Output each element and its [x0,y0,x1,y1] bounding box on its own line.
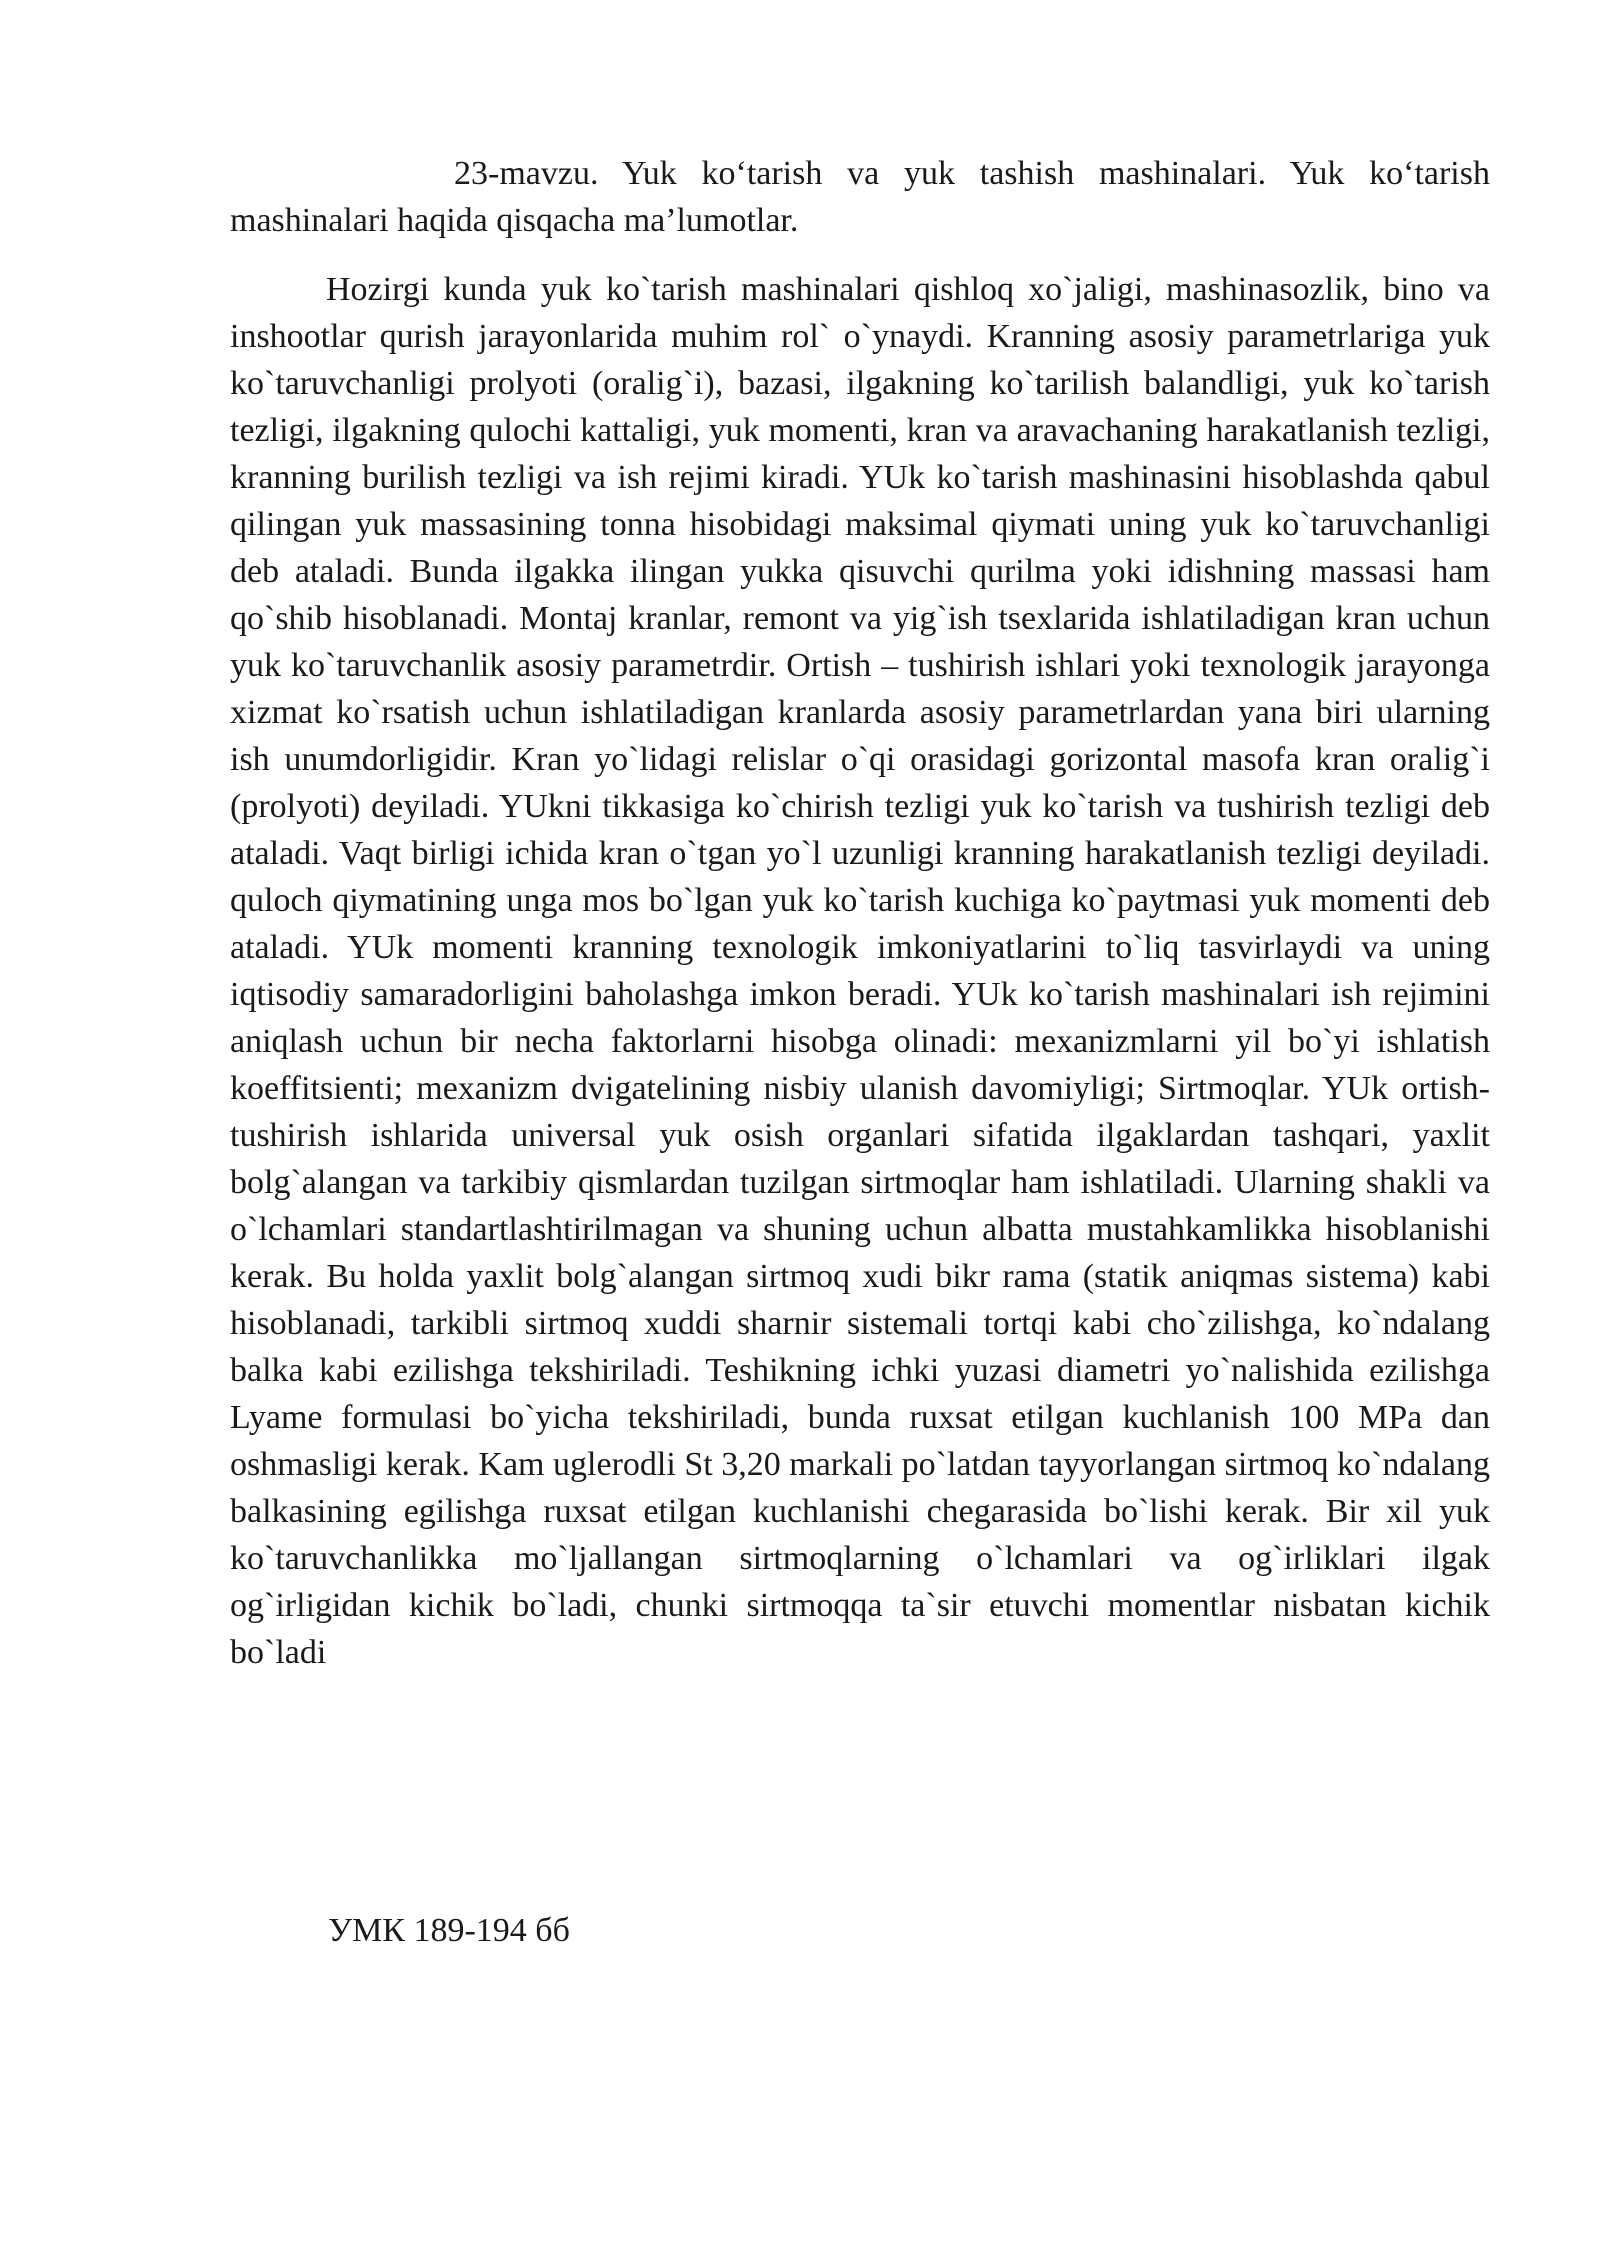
reference-note: УМК 189-194 бб [328,1912,570,1949]
document-content [230,150,1490,1676]
document-body-paragraph: Hozirgi kunda yuk ko`tarish mashinalari qishloq xo`jaligi, mashinasozlik, bino va inshootlar qurish jarayonlarida muhim rol` o`ynaydi. Kranning asosiy parametrlariga yuk ko`taruvchanligi prolyoti (oralig`i), bazasi, ilgakning ko`tarilish balandligi, yuk ko`tarish tezligi, ilgakning qulochi kattaligi, yuk momenti, kran va aravachaning harakatlanish tezligi, kranning burilish tezligi va ish rejimi kiradi. YUk ko`tarish mashinasini hisoblashda qabul qilingan yuk massasining tonna hisobidagi maksimal qiymati uning yuk ko`taruvchanligi deb ataladi. Bunda ilgakka ilingan yukka qisuvchi qurilma yoki idishning massasi ham qo`shib hisoblanadi. Montaj kranlar, remont va yig`ish tsexlarida ishlatiladigan kran uchun yuk ko`taruvchanlik asosiy parametrdir. Ortish – tushirish ishlari yoki texnologik jarayonga xizmat ko`rsatish uchun ishlatiladigan kranlarda asosiy parametrlardan yana biri ularning ish unumdorligidir. Kran yo`lidagi relislar o`qi orasidagi gorizontal masofa kran oralig`i (prolyoti) deyiladi. YUkni tikkasiga ko`chirish tezligi yuk ko`tarish va tushirish tezligi deb ataladi. Vaqt birligi ichida kran o`tgan yo`l uzunligi kranning harakatlanish tezligi deyiladi. quloch qiymatining unga mos bo`lgan yuk ko`tarish kuchiga ko`paytmasi yuk momenti deb ataladi. YUk momenti kranning texnologik imkoniyatlarini to`liq tasvirlaydi va uning iqtisodiy samaradorligini baholashga imkon beradi. YUk ko`tarish mashinalari ish rejimini aniqlash uchun bir necha faktorlarni hisobga olinadi: mexanizmlarni yil bo`yi ishlatish koeffitsienti; mexanizm dvigatelining nisbiy ulanish davomiyligi; Sirtmoqlar. YUk ortish-tushirish ishlarida universal yuk osish organlari sifatida ilgaklardan tashqari, yaxlit bolg`alangan va tarkibiy qismlardan tuzilgan sirtmoqlar ham ishlatiladi. Ularning shakli va o`lchamlari standartlashtirilmagan va shuning uchun albatta mustahkamlikka hisoblanishi kerak. Bu holda yaxlit bolg`alangan sirtmoq xudi bikr rama (statik aniqmas sistema) kabi hisoblanadi, tarkibli sirtmoq xuddi sharnir sistemali tortqi kabi cho`zilishga, ko`ndalang balka kabi ezilishga tekshiriladi. Teshikning ichki yuzasi diametri yo`nalishida ezilishga Lyame formulasi bo`yicha tekshiriladi, bunda ruxsat etilgan kuchlanish 100 MPa dan oshmasligi kerak. Kam uglerodli St 3,20 markali po`latdan tayyorlangan sirtmoq ko`ndalang balkasining egilishga ruxsat etilgan kuchlanishi chegarasida bo`lishi kerak. Bir xil yuk ko`taruvchanlikka mo`ljallangan sirtmoqlarning o`lchamlari va og`irliklari ilgak og`irligidan kichik bo`ladi, chunki sirtmoqqa ta`sir etuvchi momentlar nisbatan kichik bo`ladi [230,271,1490,1671]
document-title: 23-mavzu. Yuk ko‘tarish va yuk tashish mashinalari. Yuk ko‘tarish mashinalari haqida qisqacha ma’lumotlar. [230,155,1490,239]
